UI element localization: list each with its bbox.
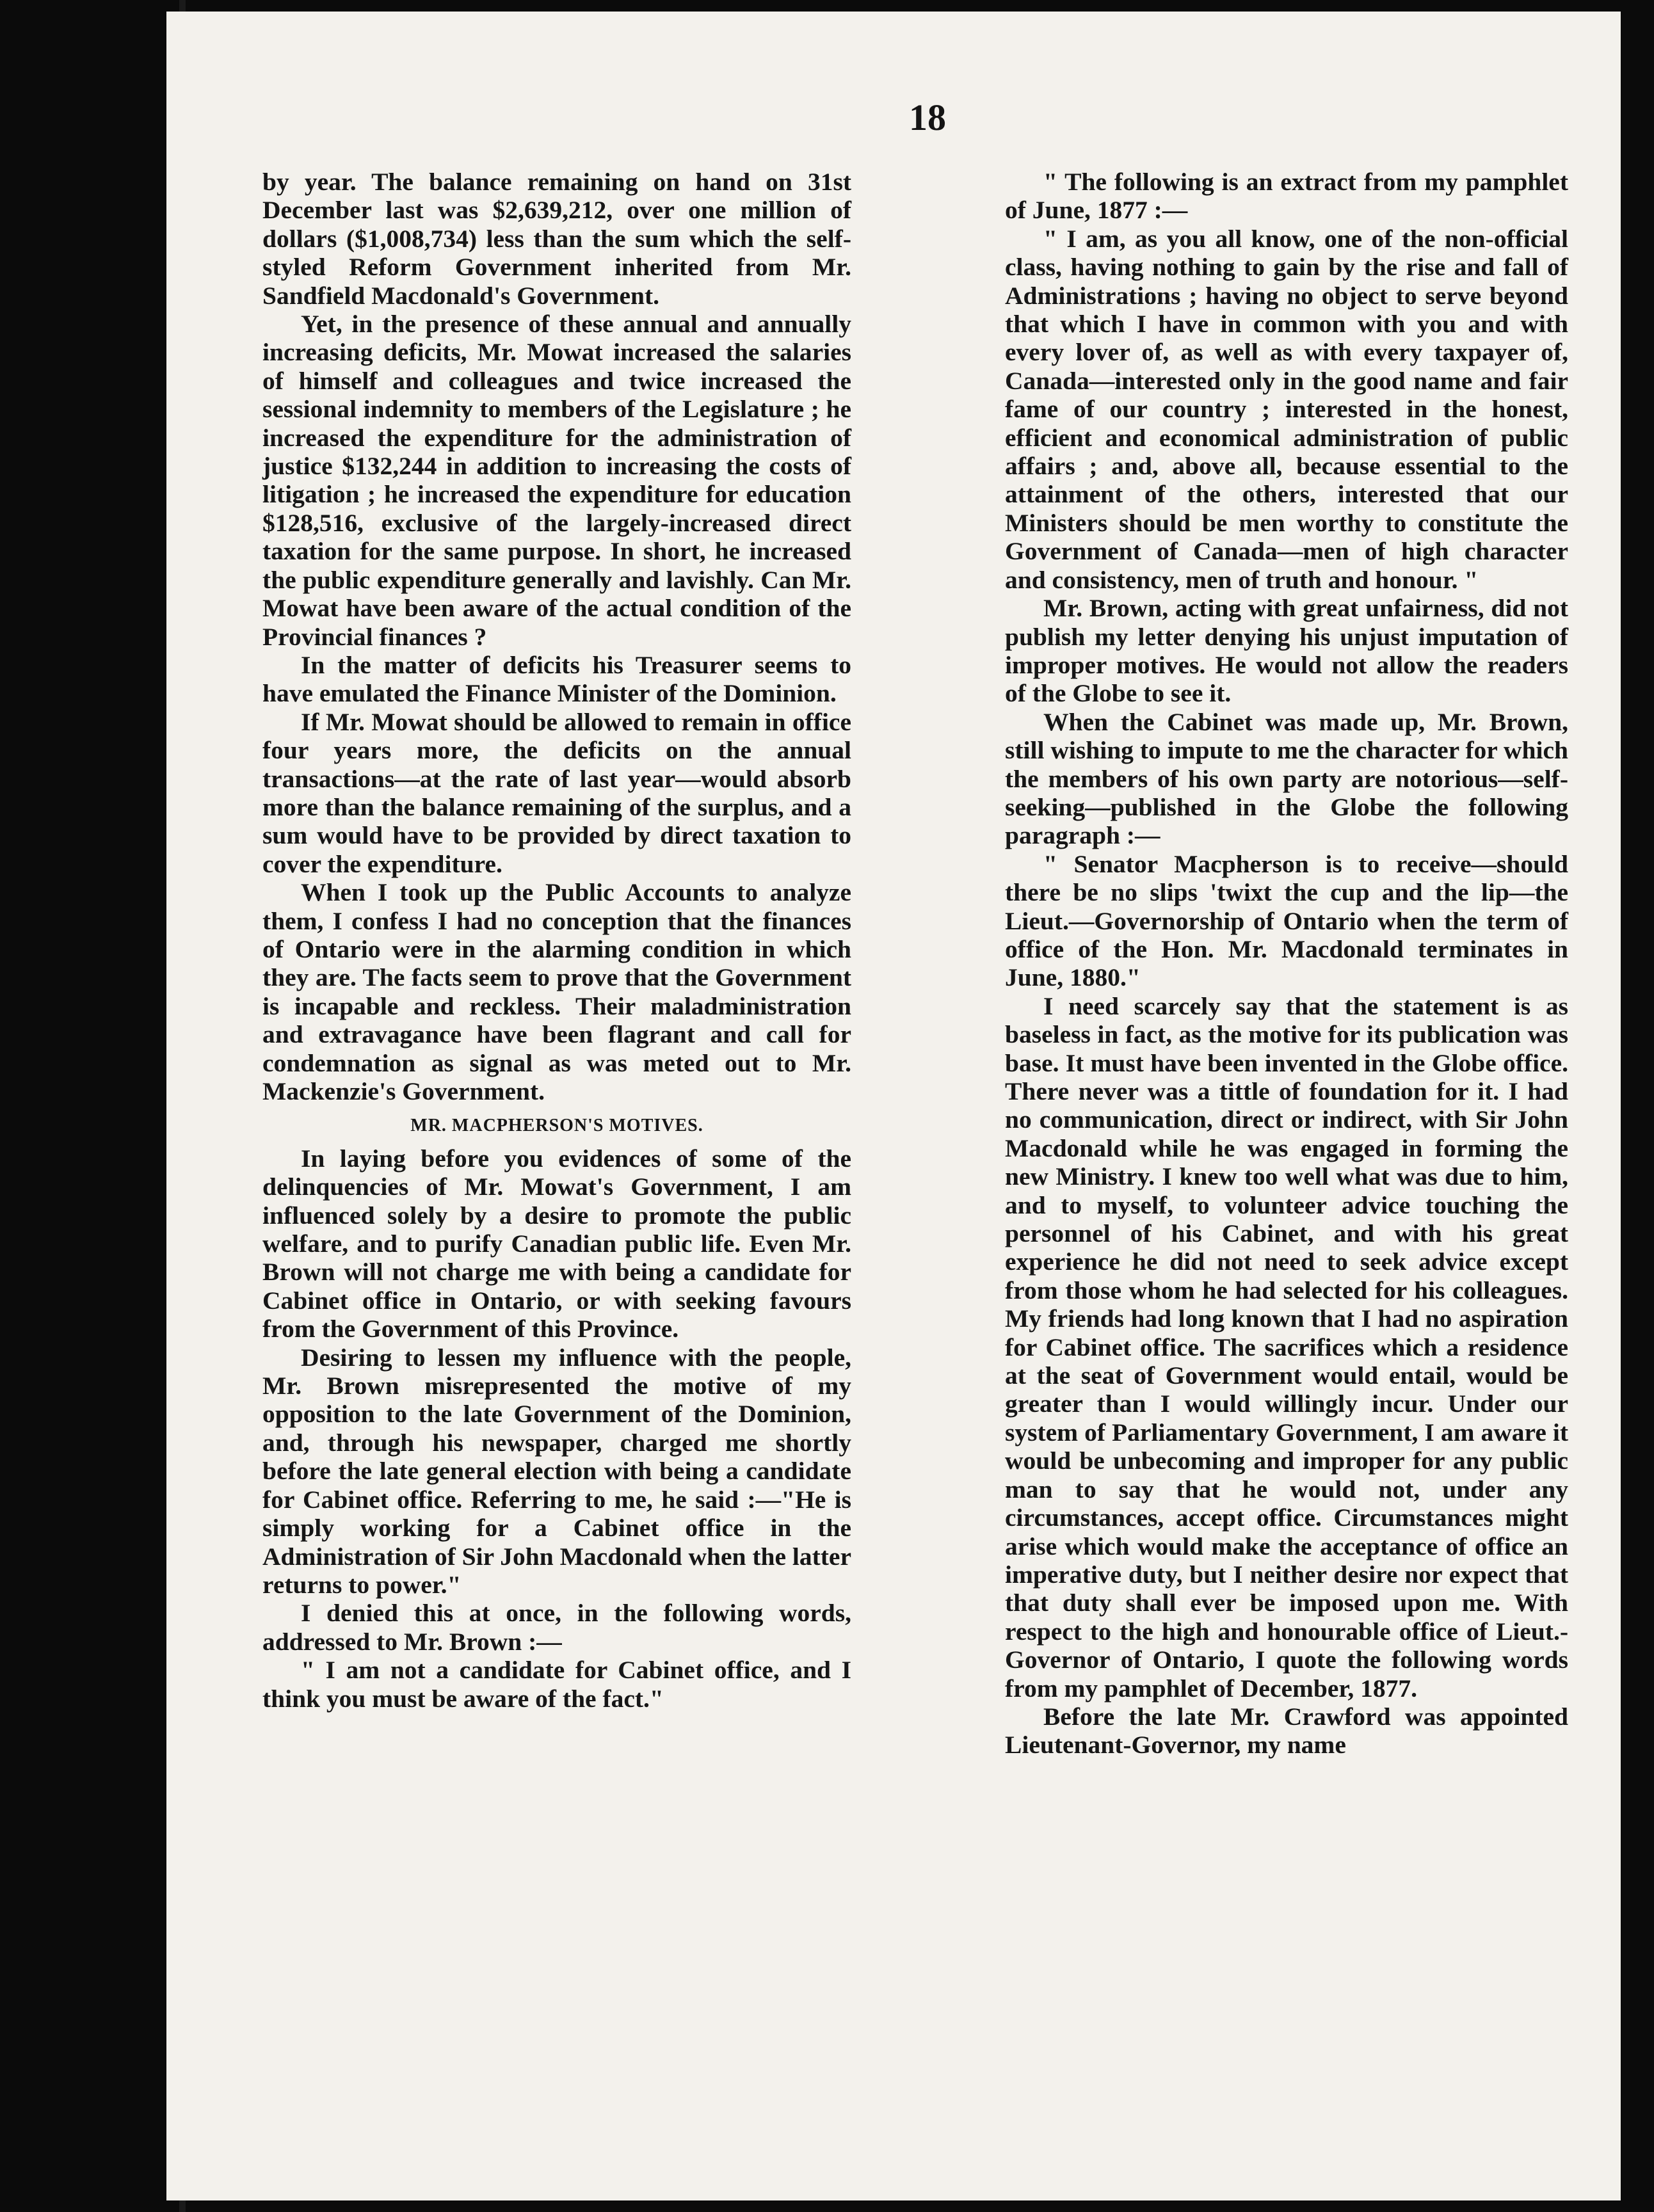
paragraph: If Mr. Mowat should be allowed to remain in office four years more, the deficits on the annual transactions—at the rate of last year—would absorb more than the balance remaining of the surplus, and a sum would have to be provided by direct taxation to cover the expenditure.: [262, 707, 851, 878]
paragraph: When the Cabinet was made up, Mr. Brown, still wishing to impute to me the character for which the members of his own party are notorious—self-seeking—published in the Globe the following paragraph :—: [1005, 707, 1568, 850]
section-heading: MR. MACPHERSON'S MOTIVES.: [410, 1116, 703, 1136]
paragraph: I need scarcely say that the statement is as baseless in fact, as the motive for its publication was base. It must have been invented in the Globe office. There never was a tittle of foundation for it. I had no communication, direct or indirect, with Sir John Macdonald while he was engaged in forming the new Ministry. I knew too well what was due to him, and to myself, to volunteer advice touching the personnel of his Cabinet, and with his great experience he did not need to seek advice except from those whom he had selected for his colleagues. My friends had long known that I had no aspiration for Cabinet office. The sacrifices which a residence at the seat of Government would entail, would be greater than I would willingly incur. Under our system of Parliamentary Government, I am aware it would be unbecoming and improper for any public man to say that he would not, under any circumstances, accept office. Circumstances might arise which would make the acceptance of office an imperative duty, but I neither desire nor expect that that duty shall ever be imposed upon me. With respect to the high and honourable office of Lieut.-Governor of Ontario, I quote the following words from my pamphlet of December, 1877.: [1005, 991, 1568, 1703]
text-column-right: [1005, 168, 1568, 1759]
paragraph: " I am not a candidate for Cabinet office, and I think you must be aware of the fact.": [262, 1656, 851, 1713]
paragraph: Before the late Mr. Crawford was appointed Lieutenant-Governor, my name: [1005, 1702, 1568, 1759]
paragraph: " I am, as you all know, one of the non-official class, having nothing to gain by the rise and fall of Administrations ; having no object to serve beyond that which I have in common with you and with every lover of, as well as with every taxpayer of, Canada—interested only in the good name and fair fame of our country ; interested in the honest, efficient and economical administration of public affairs ; and, above all, because essential to the attainment of the others, interested that our Ministers should be men worthy to constitute the Government of Canada—men of high character and consistency, men of truth and honour. ": [1005, 224, 1568, 594]
paragraph: " Senator Macpherson is to receive—should there be no slips 'twixt the cup and the lip—the Lieut.—Governorship of Ontario when the term of office of the Hon. Mr. Macdonald terminates in June, 1880.": [1005, 849, 1568, 992]
paragraph: by year. The balance remaining on hand on 31st December last was $2,639,212, over one million of dollars ($1,008,734) less than the sum which the self-styled Reform Government inherited from Mr. Sandfield Macdonald's Government.: [262, 168, 851, 310]
paragraph: Desiring to lessen my influence with the people, Mr. Brown misrepresented the motive of my opposition to the late Government of the Dominion, and, through his newspaper, charged me shortly before the late general election with being a candidate for Cabinet office. Referring to me, he said :—"He is simply working for a Cabinet office in the Administration of Sir John Macdonald when the latter returns to power.": [262, 1343, 851, 1599]
page-number: 18: [909, 97, 946, 138]
paragraph: Mr. Brown, acting with great unfairness, did not publish my letter denying his unjust imputation of improper motives. He would not allow the readers of the Globe to see it.: [1005, 594, 1568, 708]
paragraph: In laying before you evidences of some of the delinquencies of Mr. Mowat's Government, I am influenced solely by a desire to promote the public welfare, and to purify Canadian public life. Even Mr. Brown will not charge me with being a candidate for Cabinet office in Ontario, or with seeking favours from the Government of this Province.: [262, 1144, 851, 1343]
paragraph: " The following is an extract from my pamphlet of June, 1877 :—: [1005, 168, 1568, 225]
paragraph: When I took up the Public Accounts to analyze them, I confess I had no conception that the finances of Ontario were in the alarming condition in which they are. The facts seem to prove that the Government is incapable and reckless. Their maladministration and extravagance have been flagrant and call for condemnation as signal as was meted out to Mr. Mackenzie's Government.: [262, 878, 851, 1105]
paragraph: I denied this at once, in the following words, addressed to Mr. Brown :—: [262, 1599, 851, 1656]
paragraph: Yet, in the presence of these annual and annually increasing deficits, Mr. Mowat increased the salaries of himself and colleagues and twice increased the sessional indemnity to members of the Legislature ; he increased the expenditure for the administration of justice $132,244 in addition to increasing the costs of litigation ; he increased the expenditure for education $128,516, exclusive of the largely-increased direct taxation for the same purpose. In short, he increased the public expenditure generally and lavishly. Can Mr. Mowat have been aware of the actual condition of the Provincial finances ?: [262, 310, 851, 651]
text-column-left: [262, 168, 851, 1713]
paragraph: In the matter of deficits his Treasurer seems to have emulated the Finance Minister of the Dominion.: [262, 650, 851, 708]
